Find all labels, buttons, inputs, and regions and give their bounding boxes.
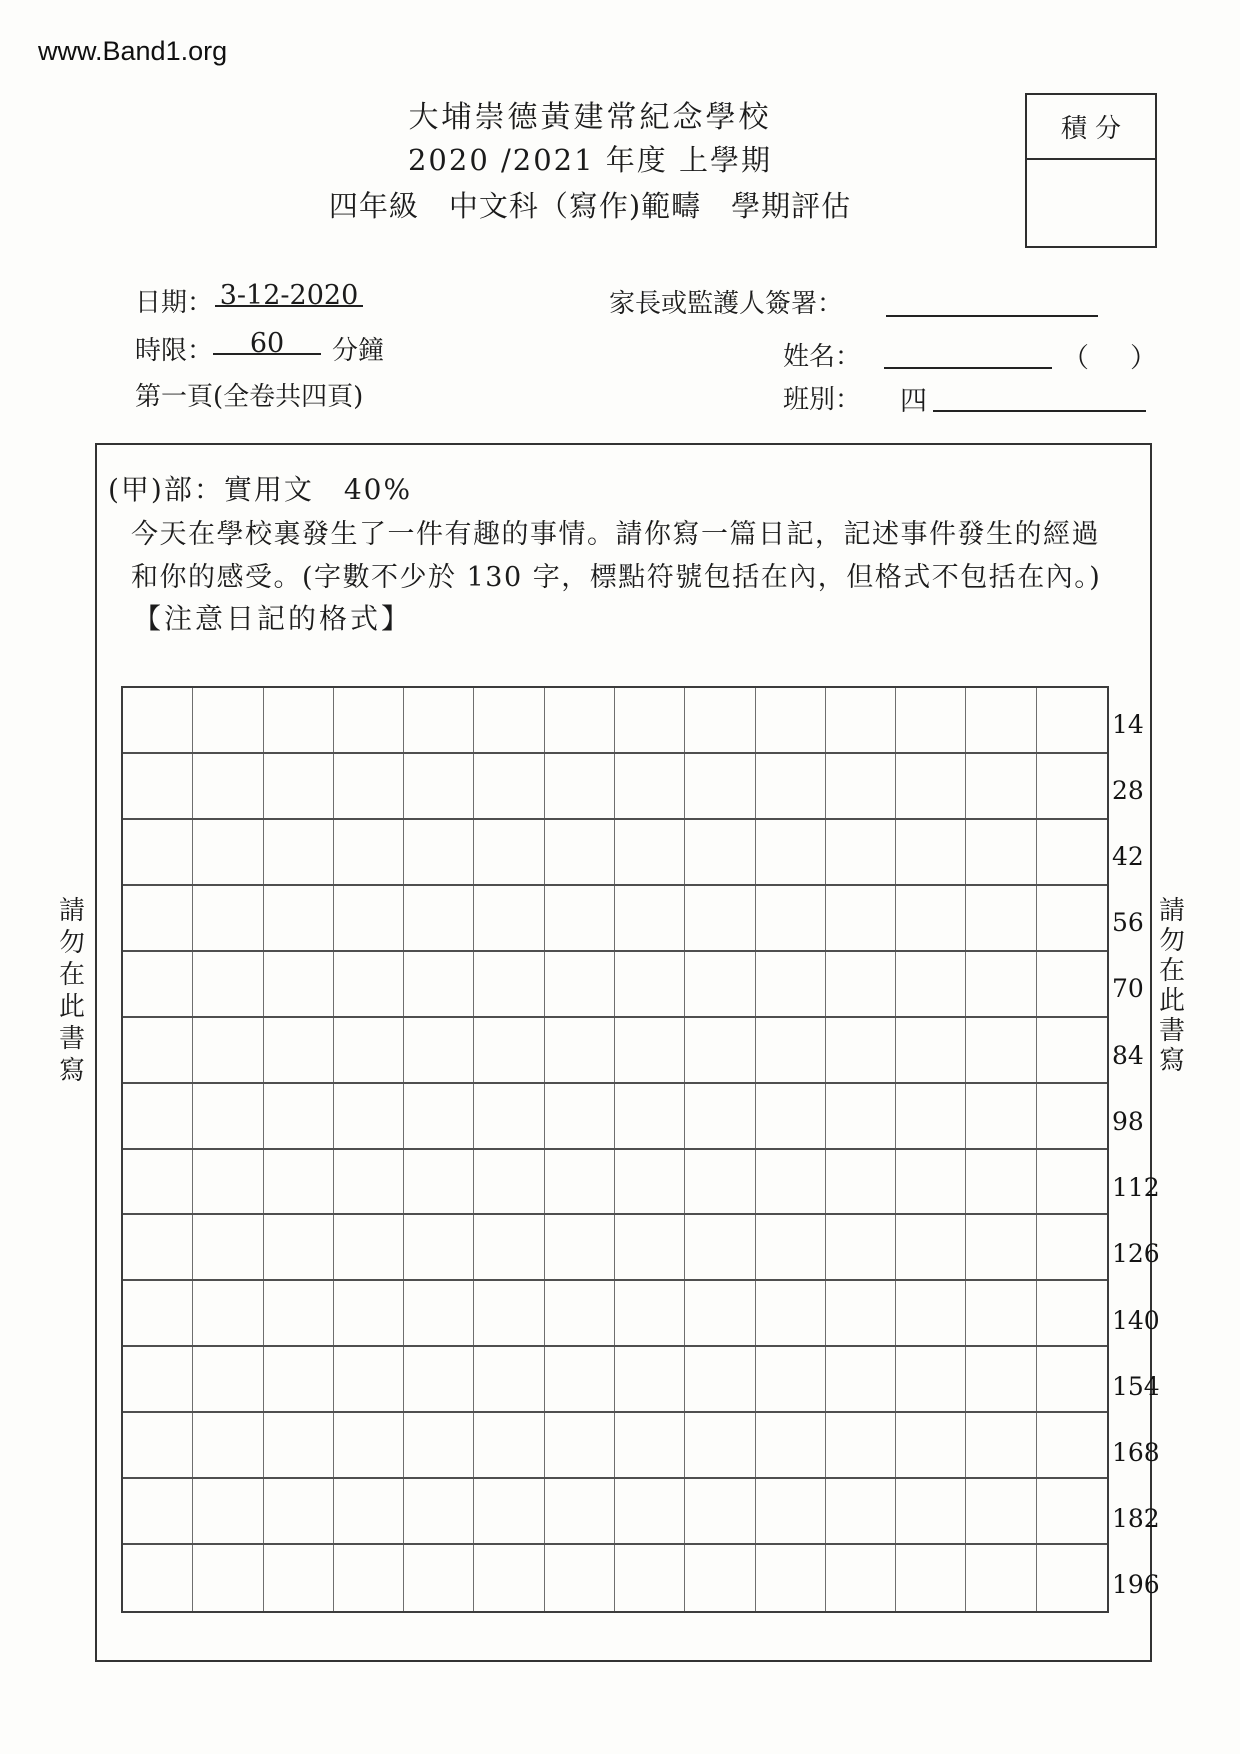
grid-cell [545,952,615,1016]
grid-row [123,886,1107,952]
grid-cell [756,886,826,950]
grid-cell [1037,952,1107,1016]
grid-cell [615,1215,685,1279]
grid-cell [474,1479,544,1543]
vertical-note-char: 勿 [58,928,85,958]
grid-cell [685,1018,755,1082]
grid-cell [1037,886,1107,950]
word-count-label: 126 [1112,1239,1160,1269]
grid-cell [685,1150,755,1214]
grid-cell [615,1413,685,1477]
grid-row [123,1018,1107,1084]
grid-cell [545,1545,615,1611]
grid-cell [896,952,966,1016]
guardian-signature-label: 家長或監護人簽署： [609,289,844,319]
grid-cell [966,688,1036,752]
word-count-label: 42 [1112,842,1144,872]
guardian-signature-field [886,290,1098,317]
grid-cell [966,886,1036,950]
grid-cell [404,1150,474,1214]
grid-cell [685,1281,755,1345]
grid-cell [756,1413,826,1477]
grid-cell [896,754,966,818]
grid-cell [474,1347,544,1411]
grid-row [123,1347,1107,1413]
grid-cell [193,1018,263,1082]
grid-cell [1037,754,1107,818]
grid-cell [685,1545,755,1611]
class-field [933,385,1146,412]
grid-cell [334,1215,404,1279]
grid-row [123,952,1107,1018]
instruction-line-1: 今天在學校裏發生了一件有趣的事情。請你寫一篇日記，記述事件發生的經過 [131,519,1100,550]
grid-cell [756,688,826,752]
grid-cell [966,1545,1036,1611]
grid-cell [264,1413,334,1477]
grid-cell [966,1281,1036,1345]
grid-cell [474,1545,544,1611]
grid-cell [334,1281,404,1345]
grid-cell [545,1413,615,1477]
grid-cell [123,1018,193,1082]
grid-cell [474,820,544,884]
grid-cell [685,952,755,1016]
grid-cell [966,1018,1036,1082]
name-field [884,342,1052,369]
grid-cell [404,1084,474,1148]
grid-cell [756,1150,826,1214]
grid-cell [685,1413,755,1477]
grid-cell [404,1018,474,1082]
format-note: 【注意日記的格式】 [133,602,413,635]
grid-cell [264,1347,334,1411]
grid-row [123,1215,1107,1281]
grid-cell [404,820,474,884]
grid-cell [826,1215,896,1279]
grid-cell [334,688,404,752]
grid-cell [685,820,755,884]
grid-cell [615,754,685,818]
grid-cell [826,1281,896,1345]
grid-row [123,1150,1107,1216]
grid-cell [404,1347,474,1411]
grid-cell [123,1479,193,1543]
grid-cell [615,1479,685,1543]
grid-cell [896,1347,966,1411]
vertical-note-char: 請 [58,896,85,926]
grid-cell [264,952,334,1016]
score-box-label: 積分 [1027,95,1155,160]
grid-cell [896,886,966,950]
grid-cell [264,886,334,950]
word-count-label: 70 [1112,974,1144,1004]
grid-cell [193,688,263,752]
grid-cell [545,1215,615,1279]
grid-cell [474,1413,544,1477]
grid-cell [474,1281,544,1345]
grid-cell [896,1413,966,1477]
date-label: 日期： [135,288,214,318]
grid-cell [474,754,544,818]
grid-cell [826,886,896,950]
school-name: 大埔崇德黃建常紀念學校 [408,100,772,135]
word-count-label: 182 [1112,1504,1160,1534]
grid-cell [966,1479,1036,1543]
watermark-url: www.Band1.org [38,36,228,66]
grid-cell [264,1479,334,1543]
grid-cell [826,1347,896,1411]
date-field [215,280,363,311]
grid-cell [264,820,334,884]
grid-cell [474,886,544,950]
grid-cell [1037,1281,1107,1345]
grid-cell [545,1347,615,1411]
word-count-label: 154 [1112,1371,1160,1401]
exam-title-line: 四年級 中文科（寫作)範疇 學期評估 [328,189,852,223]
grid-cell [756,952,826,1016]
grid-cell [756,1018,826,1082]
grid-cell [193,1413,263,1477]
grid-cell [615,952,685,1016]
grid-cell [123,754,193,818]
grid-cell [685,1215,755,1279]
time-limit-label: 時限： [135,336,214,366]
grid-cell [826,1084,896,1148]
vertical-note-char: 寫 [58,1056,85,1086]
grid-cell [123,1150,193,1214]
grid-cell [756,1084,826,1148]
grid-cell [756,1545,826,1611]
grid-cell [264,1281,334,1345]
grid-cell [826,754,896,818]
grid-cell [896,820,966,884]
grid-cell [826,1545,896,1611]
grid-cell [193,952,263,1016]
vertical-note-char: 書 [1158,1016,1185,1046]
grid-cell [615,1545,685,1611]
grid-cell [193,1545,263,1611]
grid-cell [826,820,896,884]
vertical-note-char: 此 [58,992,85,1022]
academic-year-line: 2020 /2021 年度 上學期 [407,143,773,177]
vertical-note-char: 寫 [1158,1046,1185,1076]
grid-cell [404,1413,474,1477]
grid-cell [264,1084,334,1148]
time-limit-value: 60 [249,328,285,359]
grid-cell [264,1545,334,1611]
grid-cell [545,1281,615,1345]
grid-cell [334,1347,404,1411]
grid-cell [404,1215,474,1279]
grid-cell [615,688,685,752]
grid-cell [123,1215,193,1279]
score-box [1025,93,1157,248]
grid-cell [334,952,404,1016]
grid-cell [896,1281,966,1345]
grid-cell [264,754,334,818]
vertical-note-char: 此 [1158,986,1185,1016]
grid-cell [545,820,615,884]
grid-cell [193,754,263,818]
word-count-label: 140 [1112,1305,1160,1335]
grid-cell [474,1084,544,1148]
grid-cell [1037,1150,1107,1214]
grid-cell [545,688,615,752]
name-label: 姓名： [783,342,862,372]
grid-cell [826,952,896,1016]
grid-row [123,1413,1107,1479]
grid-cell [896,1479,966,1543]
word-count-label: 28 [1112,775,1144,805]
grid-cell [545,1084,615,1148]
word-count-label: 98 [1112,1106,1144,1136]
grid-cell [334,1479,404,1543]
grid-cell [123,1347,193,1411]
grid-cell [123,886,193,950]
grid-cell [966,952,1036,1016]
instruction-line-2: 和你的感受。(字數不少於 130 字，標點符號包括在內，但格式不包括在內。) [131,562,1102,593]
grid-row [123,1084,1107,1150]
word-count-label: 84 [1112,1040,1144,1070]
grid-cell [264,1215,334,1279]
grid-cell [896,1018,966,1082]
grid-cell [545,754,615,818]
grid-cell [826,688,896,752]
grid-cell [123,1281,193,1345]
word-count-label: 196 [1112,1570,1160,1600]
grid-cell [685,1084,755,1148]
grid-cell [1037,1215,1107,1279]
grid-cell [334,886,404,950]
grid-cell [474,952,544,1016]
grid-cell [123,1413,193,1477]
grid-cell [193,1281,263,1345]
grid-cell [826,1413,896,1477]
grid-cell [404,1281,474,1345]
grid-cell [826,1018,896,1082]
grid-cell [615,1150,685,1214]
grid-cell [615,1281,685,1345]
name-paren-close: ） [1130,343,1157,374]
grid-cell [545,1018,615,1082]
grid-cell [756,1281,826,1345]
grid-cell [264,688,334,752]
grid-cell [1037,820,1107,884]
vertical-note-char: 請 [1158,896,1185,926]
grid-cell [615,1018,685,1082]
date-value: 3-12-2020 [219,280,359,311]
grid-cell [685,688,755,752]
vertical-note-char: 在 [1158,956,1185,986]
grid-cell [334,1084,404,1148]
grid-cell [193,1347,263,1411]
grid-cell [123,952,193,1016]
grid-cell [966,1150,1036,1214]
grid-cell [685,886,755,950]
grid-cell [966,754,1036,818]
grid-cell [685,1479,755,1543]
grid-cell [404,1479,474,1543]
grid-cell [1037,1347,1107,1411]
grid-cell [193,1084,263,1148]
grid-cell [404,688,474,752]
name-paren-open: （ [1062,343,1089,374]
grid-row [123,1545,1107,1611]
grid-cell [615,886,685,950]
grid-cell [334,820,404,884]
vertical-note-char: 書 [58,1024,85,1054]
grid-cell [615,1347,685,1411]
word-count-label: 168 [1112,1438,1160,1468]
grid-row [123,1479,1107,1545]
class-label: 班別： [783,385,862,415]
class-value: 四 [900,386,927,417]
grid-cell [334,1413,404,1477]
grid-cell [1037,1479,1107,1543]
page-number-label: 第一頁(全卷共四頁) [135,382,364,412]
grid-cell [966,1084,1036,1148]
grid-cell [966,1413,1036,1477]
writing-grid [121,686,1109,1613]
grid-cell [193,820,263,884]
grid-cell [756,1215,826,1279]
grid-row [123,820,1107,886]
grid-cell [334,1545,404,1611]
grid-cell [474,1150,544,1214]
section-heading: (甲)部：實用文 40% [108,473,413,506]
word-count-label: 14 [1112,709,1144,739]
grid-cell [334,1150,404,1214]
grid-cell [1037,1084,1107,1148]
grid-cell [756,754,826,818]
grid-cell [966,820,1036,884]
grid-cell [193,1150,263,1214]
grid-cell [334,754,404,818]
grid-cell [545,1150,615,1214]
grid-row [123,688,1107,754]
grid-cell [1037,1413,1107,1477]
grid-cell [404,1545,474,1611]
grid-cell [966,1215,1036,1279]
grid-cell [264,1018,334,1082]
grid-cell [474,1215,544,1279]
vertical-note-char: 勿 [1158,926,1185,956]
grid-cell [545,886,615,950]
word-count-label: 112 [1112,1173,1160,1203]
grid-cell [474,1018,544,1082]
grid-cell [826,1479,896,1543]
grid-cell [896,1150,966,1214]
grid-cell [123,688,193,752]
grid-cell [615,820,685,884]
grid-cell [756,1347,826,1411]
grid-cell [123,1545,193,1611]
grid-cell [404,886,474,950]
do-not-write-note-left [52,898,92,1084]
grid-cell [404,952,474,1016]
vertical-note-char: 在 [58,960,85,990]
grid-cell [545,1479,615,1543]
grid-cell [826,1150,896,1214]
grid-cell [756,820,826,884]
grid-cell [193,886,263,950]
grid-cell [193,1215,263,1279]
grid-cell [264,1150,334,1214]
do-not-write-note-right [1152,898,1192,1074]
grid-cell [123,1084,193,1148]
grid-cell [685,1347,755,1411]
time-unit-label: 分鐘 [332,336,385,366]
grid-cell [896,1545,966,1611]
grid-cell [896,688,966,752]
grid-cell [123,820,193,884]
grid-cell [1037,688,1107,752]
grid-cell [896,1215,966,1279]
grid-row [123,754,1107,820]
grid-cell [334,1018,404,1082]
grid-cell [1037,1545,1107,1611]
grid-cell [1037,1018,1107,1082]
grid-cell [615,1084,685,1148]
grid-cell [896,1084,966,1148]
word-count-label: 56 [1112,908,1144,938]
grid-cell [404,754,474,818]
grid-row [123,1281,1107,1347]
time-limit-field [213,328,321,359]
grid-cell [193,1479,263,1543]
grid-cell [685,754,755,818]
grid-cell [756,1479,826,1543]
grid-cell [966,1347,1036,1411]
grid-cell [474,688,544,752]
word-count-column [1112,686,1160,1613]
